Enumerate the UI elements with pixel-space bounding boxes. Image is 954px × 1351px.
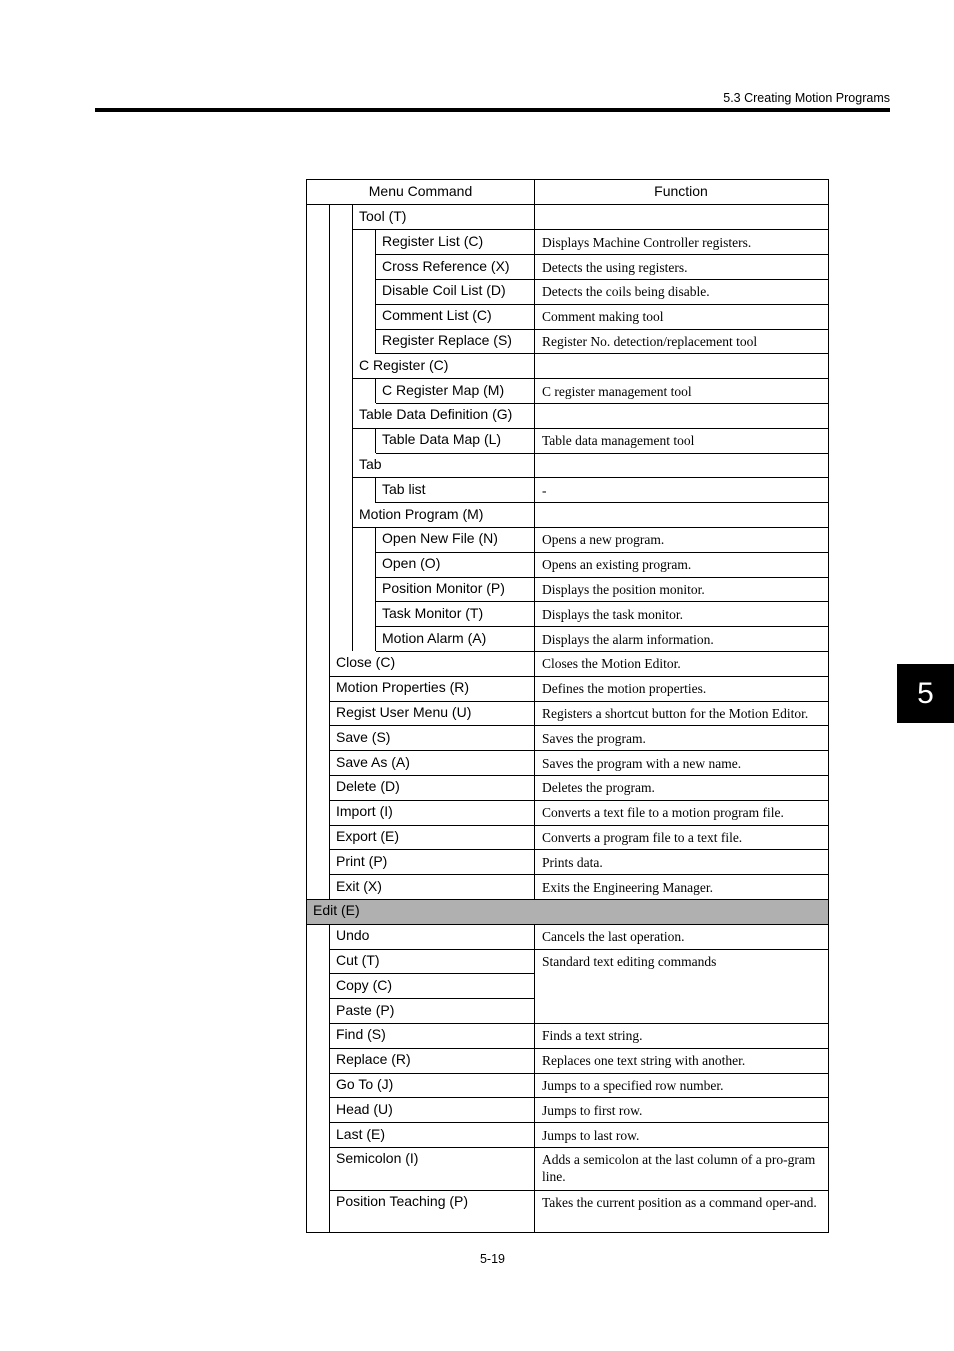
menu-command-save-s: Save (S) bbox=[336, 728, 391, 745]
function-motion-alarm-a: Displays the alarm information. bbox=[542, 631, 714, 647]
column-header-menu-command: Menu Command bbox=[368, 183, 473, 199]
menu-command-exit-x: Exit (X) bbox=[336, 877, 382, 894]
function-semicolon-i: Adds a semicolon at the last column of a pro-gram line. bbox=[542, 1152, 816, 1185]
menu-command-last-e: Last (E) bbox=[336, 1125, 386, 1142]
menu-command-open-new-file-n: Open New File (N) bbox=[382, 530, 498, 547]
chapter-tab: 5 bbox=[897, 664, 954, 723]
menu-command-position-monitor-p: Position Monitor (P) bbox=[382, 580, 505, 596]
function-close-c: Closes the Motion Editor. bbox=[542, 656, 681, 672]
menu-command-comment-list-c: Comment List (C) bbox=[382, 307, 492, 324]
header-rule bbox=[95, 108, 890, 112]
function-c-register-map-m: C register management tool bbox=[542, 383, 692, 399]
function-comment-list-c: Comment making tool bbox=[542, 309, 664, 325]
menu-command-go-to-j: Go To (J) bbox=[336, 1076, 394, 1092]
menu-command-tab-list: Tab list bbox=[382, 480, 426, 497]
menu-command-find-s: Find (S) bbox=[336, 1026, 386, 1043]
function-cut-t: Standard text editing commands bbox=[542, 954, 717, 969]
function-delete-d: Deletes the program. bbox=[542, 780, 655, 796]
menu-command-tool-t: Tool (T) bbox=[359, 208, 407, 224]
menu-command-save-as-a: Save As (A) bbox=[336, 753, 410, 770]
function-save-as-a: Saves the program with a new name. bbox=[542, 755, 742, 771]
function-table-data-map-l: Table data management tool bbox=[542, 433, 695, 449]
function-last-e: Jumps to last row. bbox=[542, 1127, 640, 1143]
menu-command-regist-user-menu-u: Regist User Menu (U) bbox=[336, 704, 472, 720]
function-import-i: Converts a text file to a motion program file. bbox=[542, 805, 784, 821]
menu-command-disable-coil-list-d: Disable Coil List (D) bbox=[382, 282, 506, 299]
function-exit-x: Exits the Engineering Manager. bbox=[542, 879, 713, 895]
function-position-monitor-p: Displays the position monitor. bbox=[542, 582, 705, 597]
function-cross-reference-x: Detects the using registers. bbox=[542, 259, 688, 275]
menu-command-semicolon-i: Semicolon (I) bbox=[336, 1150, 419, 1167]
menu-command-head-u: Head (U) bbox=[336, 1100, 393, 1117]
function-position-teaching-p: Takes the current position as a command oper-and. bbox=[542, 1195, 817, 1211]
menu-command-table-data-definition-g: Table Data Definition (G) bbox=[359, 406, 513, 423]
menu-command-register-list-c: Register List (C) bbox=[382, 232, 484, 249]
function-register-list-c: Displays Machine Controller registers. bbox=[542, 234, 752, 250]
menu-command-position-teaching-p: Position Teaching (P) bbox=[336, 1193, 469, 1210]
menu-command-task-monitor-t: Task Monitor (T) bbox=[382, 604, 484, 621]
menu-command-table-data-map-l: Table Data Map (L) bbox=[382, 431, 502, 448]
menu-command-import-i: Import (I) bbox=[336, 803, 393, 820]
page-number: 5-19 bbox=[479, 1252, 506, 1266]
function-find-s: Finds a text string. bbox=[542, 1028, 643, 1044]
menu-command-edit-e: Edit (E) bbox=[313, 902, 360, 919]
function-regist-user-menu-u: Registers a shortcut button for the Motion Editor. bbox=[542, 706, 809, 721]
menu-command-motion-program-m: Motion Program (M) bbox=[359, 505, 484, 522]
function-motion-properties-r: Defines the motion properties. bbox=[542, 681, 707, 697]
running-header: 5.3 Creating Motion Programs bbox=[723, 91, 890, 105]
menu-command-print-p: Print (P) bbox=[336, 852, 388, 869]
menu-command-c-register-c: C Register (C) bbox=[359, 356, 449, 373]
function-disable-coil-list-d: Detects the coils being disable. bbox=[542, 284, 710, 300]
menu-command-motion-alarm-a: Motion Alarm (A) bbox=[382, 629, 487, 646]
menu-command-c-register-map-m: C Register Map (M) bbox=[382, 381, 505, 398]
function-open-new-file-n: Opens a new program. bbox=[542, 532, 665, 548]
menu-command-table bbox=[306, 179, 829, 1233]
menu-command-register-replace-s: Register Replace (S) bbox=[382, 332, 512, 348]
function-go-to-j: Jumps to a specified row number. bbox=[542, 1078, 724, 1093]
function-register-replace-s: Register No. detection/replacement tool bbox=[542, 334, 758, 349]
menu-command-cross-reference-x: Cross Reference (X) bbox=[382, 257, 510, 274]
function-tab-list: - bbox=[542, 482, 547, 498]
menu-command-open-o: Open (O) bbox=[382, 555, 441, 572]
menu-command-copy-c: Copy (C) bbox=[336, 976, 393, 993]
menu-command-paste-p: Paste (P) bbox=[336, 1001, 395, 1018]
menu-command-undo: Undo bbox=[336, 927, 370, 944]
function-print-p: Prints data. bbox=[542, 854, 603, 870]
function-head-u: Jumps to first row. bbox=[542, 1102, 643, 1118]
menu-command-motion-properties-r: Motion Properties (R) bbox=[336, 679, 470, 696]
function-replace-r: Replaces one text string with another. bbox=[542, 1053, 746, 1069]
function-save-s: Saves the program. bbox=[542, 730, 646, 746]
function-export-e: Converts a program file to a text file. bbox=[542, 830, 743, 845]
menu-command-replace-r: Replace (R) bbox=[336, 1051, 411, 1068]
function-open-o: Opens an existing program. bbox=[542, 557, 692, 573]
function-undo: Cancels the last operation. bbox=[542, 929, 685, 945]
menu-command-export-e: Export (E) bbox=[336, 828, 400, 844]
menu-command-cut-t: Cut (T) bbox=[336, 952, 380, 968]
menu-command-tab: Tab bbox=[359, 456, 382, 472]
menu-command-delete-d: Delete (D) bbox=[336, 778, 400, 795]
function-task-monitor-t: Displays the task monitor. bbox=[542, 606, 683, 622]
menu-command-close-c: Close (C) bbox=[336, 654, 396, 671]
column-header-function: Function bbox=[654, 183, 708, 199]
